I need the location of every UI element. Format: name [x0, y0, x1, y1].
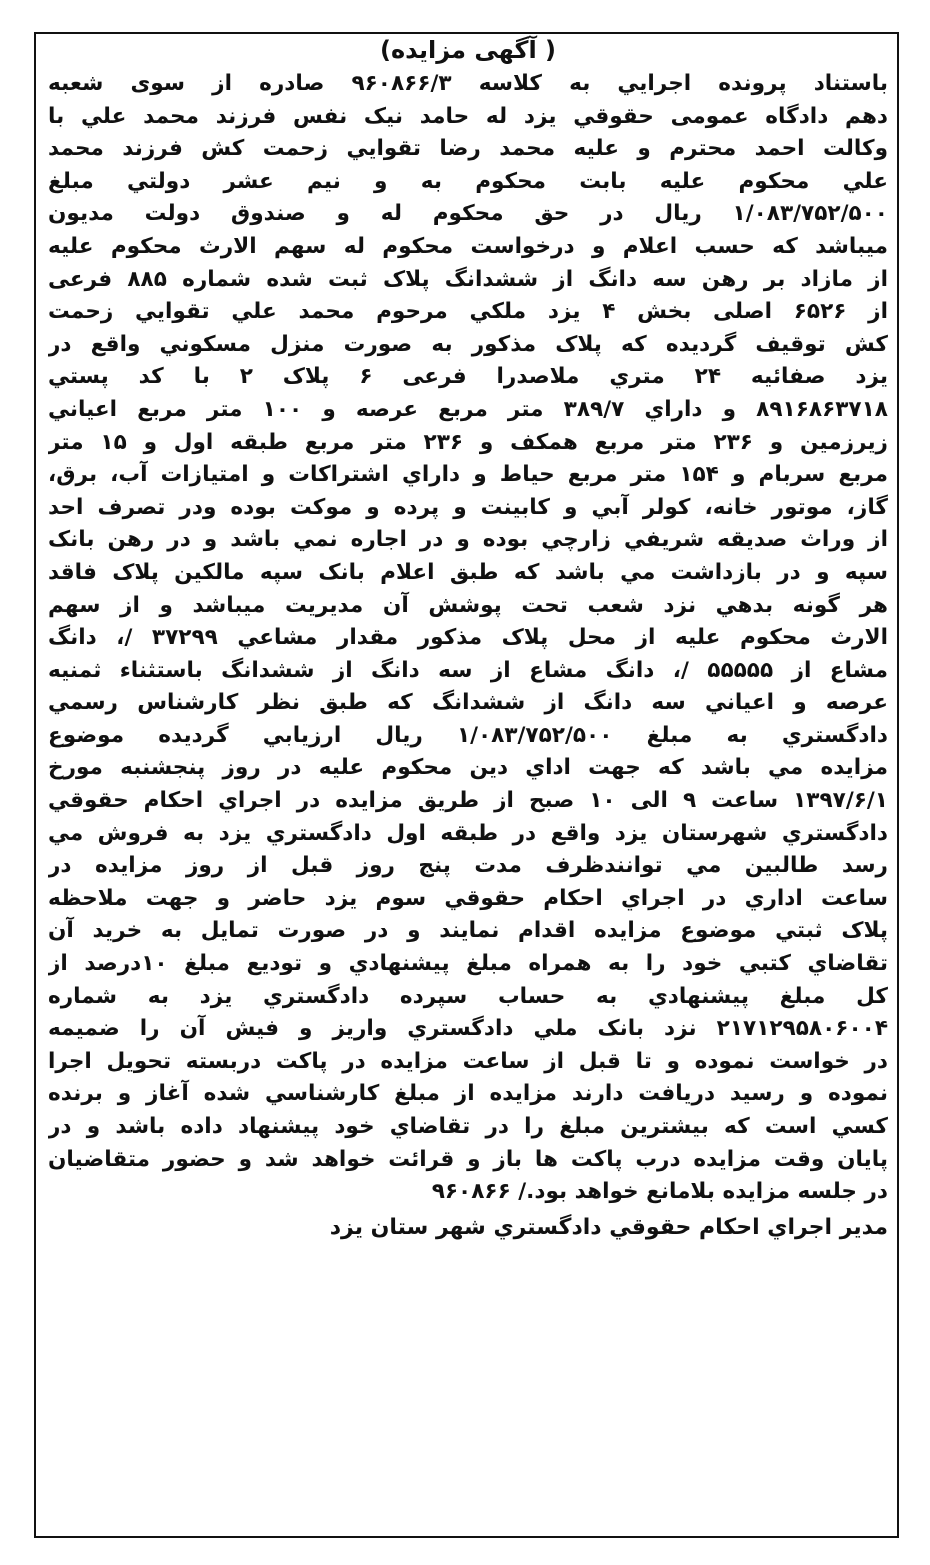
- notice-line: ساعت اداري در اجراي احكام حقوقي سوم يزد حاضر و جهت ملاحظه: [48, 885, 888, 911]
- notice-line: ۸۹۱۶۸۶۳۷۱۸ و داراي ۳۸۹/۷ متر مربع عرصه و ۱۰۰ متر مربع اعياني: [48, 396, 888, 422]
- notice-line: دهم دادگاه عمومی حقوقي يزد له حامد نيک نفس فرزند محمد علي با: [48, 103, 888, 129]
- notice-line: نموده و رسيد دريافت دارند مزايده از مبلغ كارشناسي شده آغاز و برنده: [48, 1081, 888, 1107]
- notice-line: پلاک ثبتي موضوع مزايده اقدام نمايند و در صورت تمايل به خريد آن: [48, 918, 888, 944]
- notice-body: [48, 68, 888, 1209]
- notice-line: دادگستري به مبلغ ۱/۰۸۳/۷۵۲/۵۰۰ ريال ارزيابي گرديده موضوع: [48, 722, 888, 748]
- notice-line: در جلسه مزايده بلامانع خواهد بود./ ۹۶۰۸۶۶: [431, 1179, 888, 1205]
- notice-line: يزد صفائيه ۲۴ متري ملاصدرا فرعی ۶ پلاک ۲ با كد پستي: [48, 364, 888, 390]
- notice-line: ميباشد كه حسب اعلام و درخواست محكوم له سهم الارث محكوم عليه: [48, 233, 888, 259]
- notice-title: ( آگهی مزایده): [379, 36, 556, 64]
- notice-line: كش توقيف گرديده كه پلاک مذكور به صورت منزل مسكوني واقع در: [48, 331, 888, 357]
- notice-line: هر گونه بدهي نزد شعب تحت پوشش آن مديريت ميباشد و از سهم: [48, 592, 888, 618]
- notice-line: مزايده مي باشد كه جهت اداي دين محكوم عليه در روز پنجشنبه مورخ: [48, 755, 888, 781]
- notice-line: الارث محكوم عليه از محل پلاک مذكور مقدار مشاعي ۳۷۲۹۹ /، دانگ: [48, 625, 888, 651]
- notice-line: از ۶۵۲۶ اصلی بخش ۴ يزد ملكي مرحوم محمد علي تقوايي زحمت: [48, 299, 888, 325]
- notice-line: ۲۱۷۱۲۹۵۸۰۶۰۰۴ نزد بانک ملي دادگستري واريز و فيش آن را ضميمه: [48, 1016, 888, 1042]
- notice-line: باستناد پرونده اجرايي به كلاسه ۹۶۰۸۶۶/۳ صادره از سوی شعبه: [48, 71, 888, 96]
- notice-line: در خواست نموده و تا قبل از ساعت مزايده در پاكت دربسته تحويل اجرا: [48, 1048, 888, 1074]
- notice-line: ۱۳۹۷/۶/۱ ساعت ۹ الی ۱۰ صبح از طريق مزايده در اجراي احكام حقوقي: [48, 788, 888, 814]
- notice-line: رسد طالبين مي توانندظرف مدت پنج روز قبل از روز مزايده در: [48, 853, 888, 879]
- notice-line: مشاع از ۵۵۵۵۵ /، دانگ مشاع از سه دانگ از ششدانگ باستثناء ثمنيه: [48, 657, 888, 683]
- notice-line: سپه و در بازداشت مي باشد كه طبق اعلام بانک سپه مالكين پلاک فاقد: [48, 559, 888, 585]
- notice-line: از مازاد بر رهن سه دانگ از ششدانگ پلاک ثبت شده شماره ۸۸۵ فرعی: [48, 266, 888, 292]
- notice-line: كل مبلغ پيشنهادي به حساب سپرده دادگستري يزد به شماره: [48, 983, 888, 1009]
- notice-line: عرصه و اعياني سه دانگ از ششدانگ كه طبق نظر كارشناس رسمي: [48, 690, 888, 716]
- notice-signature: مدير اجراي احكام حقوقي دادگستري شهر ستان يزد: [329, 1214, 888, 1240]
- notice-line: مربع سربام و ۱۵۴ متر مربع حياط و داراي اشتراكات و امتيازات آب، برق،: [48, 462, 888, 488]
- notice-line: پايان وقت مزايده درب پاكت ها باز و قرائت خواهد شد و حضور متقاضيان: [48, 1146, 888, 1172]
- notice-line: زيرزمين و ۲۳۶ متر مربع همكف و ۲۳۶ متر مربع طبقه اول و ۱۵ متر: [48, 429, 888, 455]
- notice-line: ۱/۰۸۳/۷۵۲/۵۰۰ ريال در حق محكوم له و صندوق دولت مديون: [48, 201, 888, 227]
- notice-line: گاز، موتور خانه، كولر آبي و كابينت و پرده و موكت بوده ودر تصرف احد: [48, 494, 888, 520]
- auction-notice: [48, 36, 888, 1536]
- notice-line: دادگستري شهرستان يزد واقع در طبقه اول دادگستري يزد به فروش مي: [48, 820, 888, 846]
- notice-line: از وراث صديقه شريفي زارچي بوده و در اجاره نمي باشد و در رهن بانک: [48, 527, 888, 553]
- notice-line: وكالت احمد محترم و عليه محمد رضا تقوايي زحمت كش فرزند محمد: [48, 136, 888, 162]
- notice-line: كسي است كه بيشترين مبلغ را در تقاضاي خود پيشنهاد داده باشد و در: [48, 1114, 888, 1139]
- notice-line: تقاضاي كتبي خود را به همراه مبلغ پيشنهادي و توديع مبلغ ۱۰درصد از: [48, 951, 888, 977]
- notice-line: علي محكوم عليه بابت محكوم به و نيم عشر دولتي مبلغ: [48, 168, 888, 194]
